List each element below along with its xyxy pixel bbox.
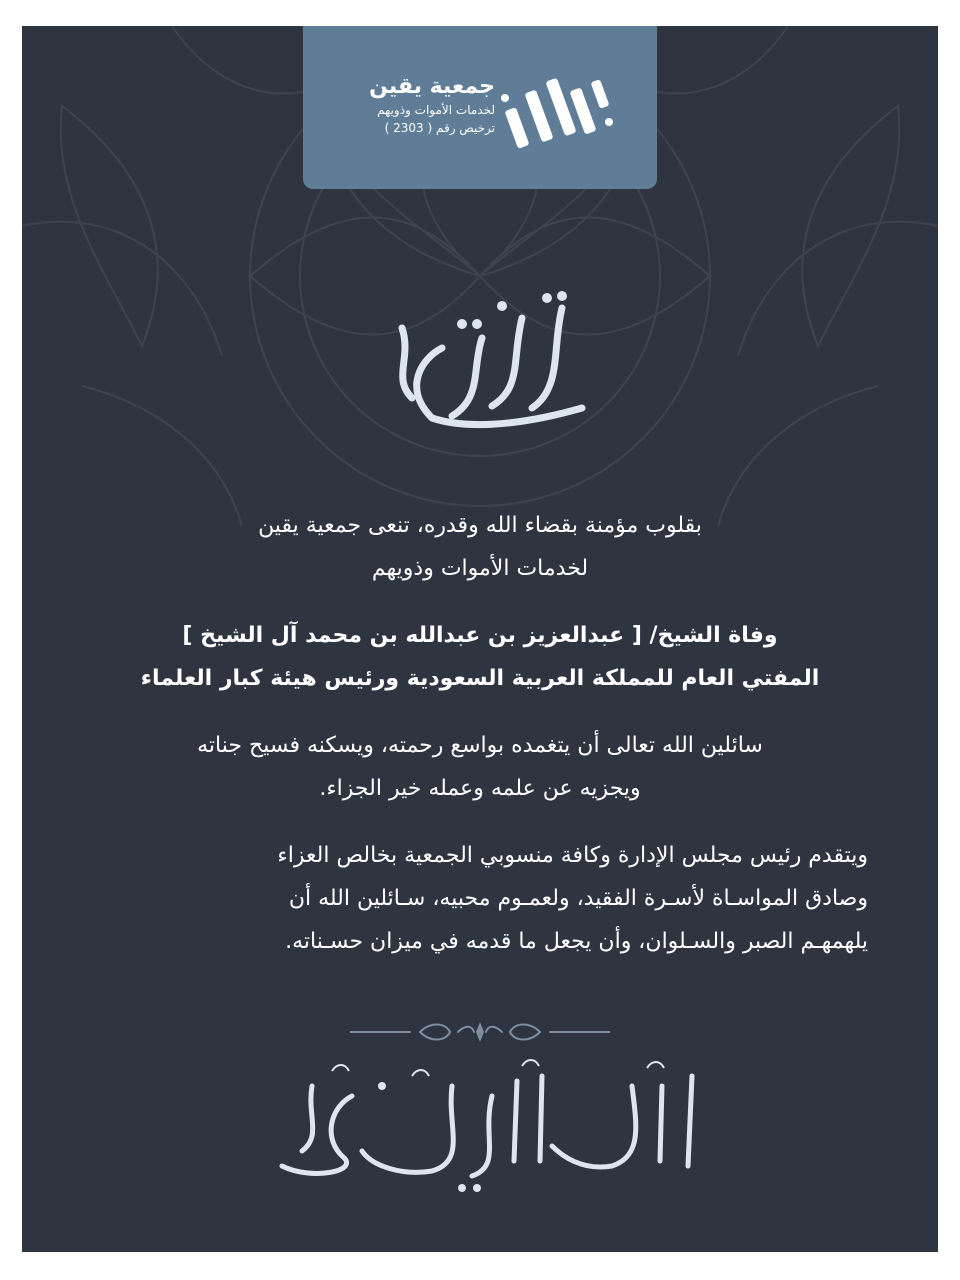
prayer-line-1: سائلين الله تعالى أن يتغمده بواسع رحمته، ويسكنه فسيح جناته <box>197 733 763 758</box>
condolence-line-2: وصادق المواسـاة لأسـرة الفقيد، ولعمـوم محبيه، سـائلين الله أن <box>288 886 868 911</box>
tazia-calligraphy <box>362 288 602 438</box>
logo-license: ترخيص رقم ( 2303 ) <box>384 121 495 135</box>
logo-text <box>369 73 495 137</box>
deceased-line-2: المفتي العام للمملكة العربية السعودية ورئيس هيئة كبار العلماء <box>140 666 820 691</box>
ornament-divider <box>350 1019 610 1045</box>
prayer-paragraph <box>92 724 868 810</box>
intro-paragraph <box>92 504 868 590</box>
logo-box <box>303 26 657 189</box>
intro-line-1: بقلوب مؤمنة بقضاء الله وقدره، تنعى جمعية يقين <box>258 513 702 538</box>
prayer-line-2: ويجزيه عن علمه وعمله خير الجزاء. <box>319 776 641 801</box>
condolence-line-1: ويتقدم رئيس مجلس الإدارة وكافة منسوبي الجمعية بخالص العزاء <box>277 843 868 868</box>
condolence-paragraph <box>92 834 868 963</box>
verse-calligraphy <box>252 1056 712 1196</box>
logo-name: جمعية يقين <box>369 74 495 99</box>
condolence-line-3: يلهمهـم الصبر والسـلوان، وأن يجعل ما قدمه في ميزان حسـناته. <box>285 929 868 954</box>
deceased-line-1: وفاة الشيخ/ [ عبدالعزيز بن عبدالله بن محمد آل الشيخ ] <box>182 623 778 648</box>
condolence-card <box>22 26 938 1252</box>
intro-line-2: لخدمات الأموات وذويهم <box>371 556 589 581</box>
yaqeen-logo-icon <box>499 70 617 154</box>
deceased-paragraph <box>92 614 868 700</box>
logo-subtitle: لخدمات الأموات وذويهم <box>377 103 495 117</box>
